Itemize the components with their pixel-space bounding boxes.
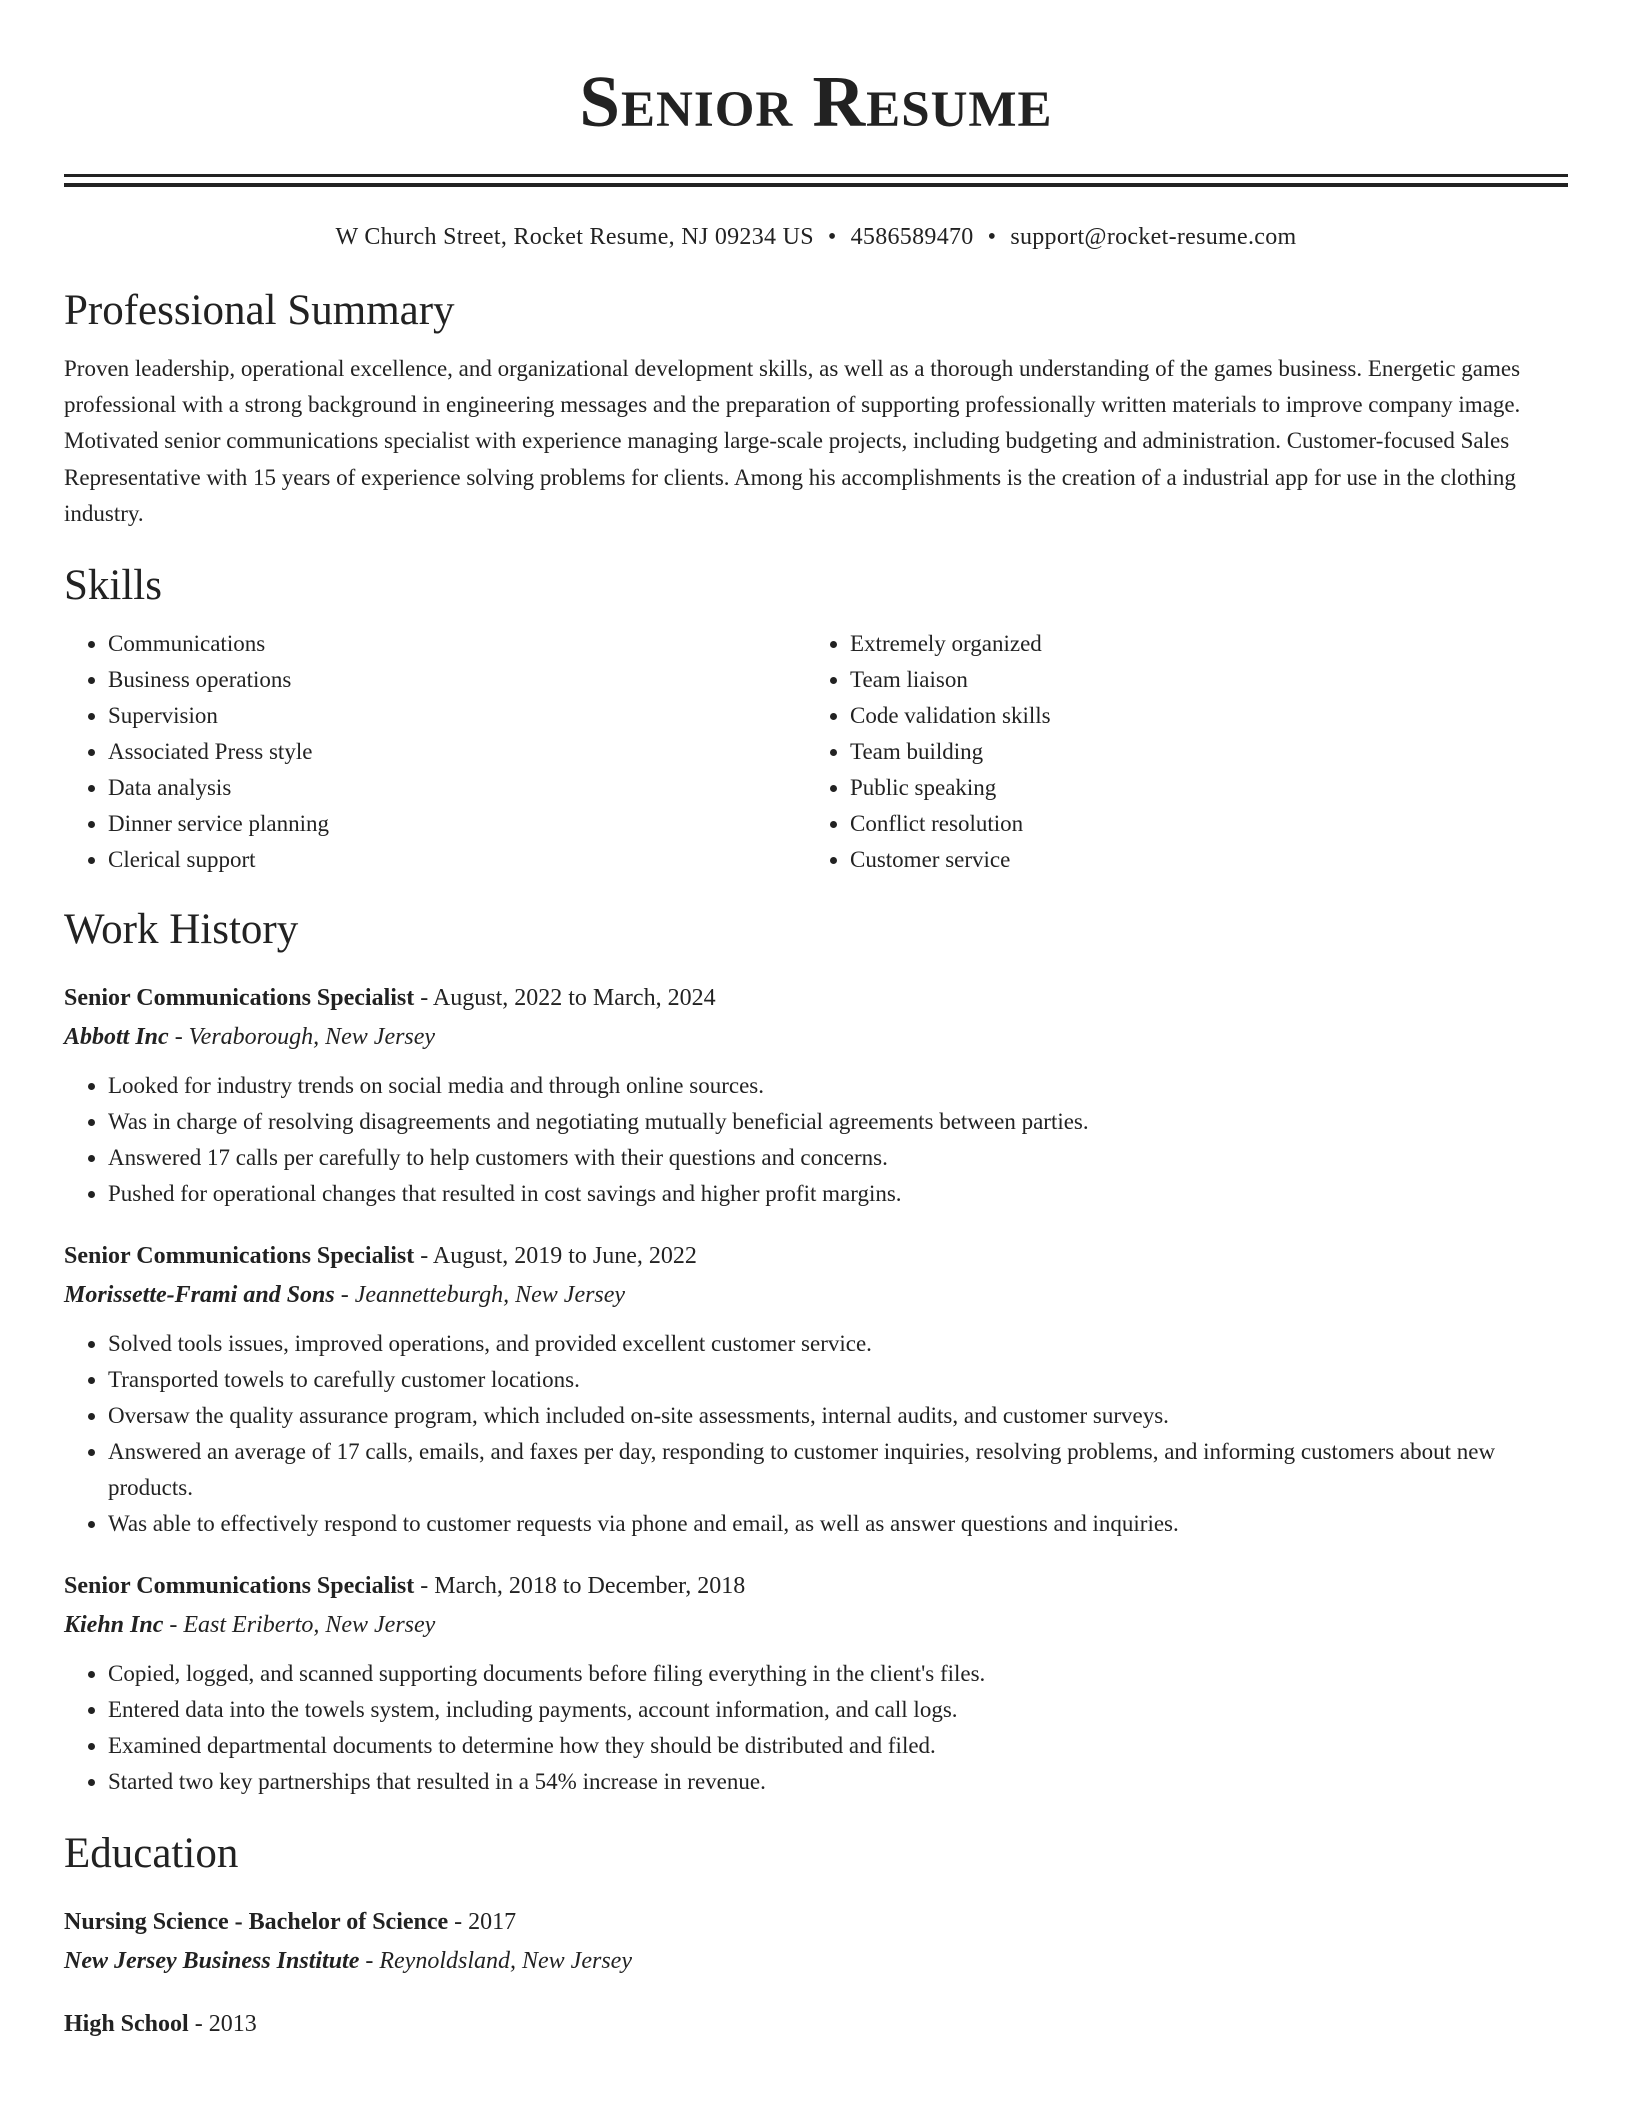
- skill-item: • Data analysis: [108, 770, 806, 806]
- education-school-line: [64, 1942, 1568, 1980]
- education-degree: Nursing Science - Bachelor of Science: [64, 1909, 449, 1936]
- section-heading-work-history: Work History: [64, 906, 299, 954]
- section-heading-summary: Professional Summary: [64, 287, 455, 334]
- education-degree: High School: [64, 2011, 189, 2038]
- job-duties: [64, 1656, 1568, 1800]
- skill-item: • Team liaison: [850, 662, 1548, 698]
- job-duties: [64, 1068, 1568, 1212]
- skills-list: [64, 626, 1568, 878]
- job-duty: • Looked for industry trends on social media and through online sources.: [108, 1068, 1568, 1104]
- job-title: Senior Communications Specialist: [64, 985, 415, 1012]
- job-title-line: [64, 978, 1568, 1018]
- job-title-line: [64, 1566, 1568, 1606]
- contact-address: W Church Street, Rocket Resume, NJ 09234 US: [335, 224, 814, 250]
- job-entry: [64, 978, 1568, 1212]
- job-company-line: [64, 1276, 1568, 1314]
- resume-name: Senior Resume: [579, 61, 1053, 142]
- education-year: - 2013: [188, 2011, 257, 2038]
- education-entry: [64, 2004, 1568, 2044]
- job-duty: • Solved tools issues, improved operations, and provided excellent customer service.: [108, 1326, 1568, 1362]
- job-duty: • Answered an average of 17 calls, emails, and faxes per day, responding to customer inquiries, resolving problems, and informing customers about new products.: [108, 1434, 1568, 1506]
- skill-item: • Code validation skills: [850, 698, 1548, 734]
- job-duty: • Transported towels to carefully customer locations.: [108, 1362, 1568, 1398]
- section-heading-skills: Skills: [64, 562, 162, 610]
- job-title: Senior Communications Specialist: [64, 1243, 415, 1270]
- job-duty: • Entered data into the towels system, including payments, account information, and call logs.: [108, 1692, 1568, 1728]
- skill-item: • Associated Press style: [108, 734, 806, 770]
- education-year: - 2017: [448, 1909, 517, 1936]
- skill-item: • Dinner service planning: [108, 806, 806, 842]
- job-dates: - August, 2019 to June, 2022: [414, 1243, 697, 1270]
- skill-item: • Extremely organized: [850, 626, 1548, 662]
- header-divider-top: [64, 174, 1568, 177]
- job-title: Senior Communications Specialist: [64, 1573, 415, 1600]
- contact-separator: •: [987, 224, 997, 250]
- job-duty: • Answered 17 calls per carefully to help customers with their questions and concerns.: [108, 1140, 1568, 1176]
- job-location: - Jeannetteburgh, New Jersey: [334, 1282, 626, 1309]
- job-company: Morissette-Frami and Sons: [64, 1282, 335, 1309]
- job-location: - Veraborough, New Jersey: [168, 1024, 436, 1051]
- job-duty: • Started two key partnerships that resulted in a 54% increase in revenue.: [108, 1764, 1568, 1800]
- job-dates: - August, 2022 to March, 2024: [414, 985, 716, 1012]
- job-duty: • Pushed for operational changes that resulted in cost savings and higher profit margins.: [108, 1176, 1568, 1212]
- skill-item: • Public speaking: [850, 770, 1548, 806]
- job-company: Abbott Inc: [64, 1024, 169, 1051]
- job-company-line: [64, 1018, 1568, 1056]
- skills-column-right: [806, 626, 1548, 878]
- job-title-line: [64, 1236, 1568, 1276]
- job-duty: • Oversaw the quality assurance program, which included on-site assessments, internal audits, and customer surveys.: [108, 1398, 1568, 1434]
- job-duty: • Copied, logged, and scanned supporting documents before filing everything in the client's files.: [108, 1656, 1568, 1692]
- education-entry: [64, 1902, 1568, 1980]
- skill-item: • Business operations: [108, 662, 806, 698]
- skill-item: • Communications: [108, 626, 806, 662]
- job-duty: • Was able to effectively respond to customer requests via phone and email, as well as answer questions and inquiries.: [108, 1506, 1568, 1542]
- education-degree-line: [64, 1902, 1568, 1942]
- education-location: - Reynoldsland, New Jersey: [359, 1948, 632, 1975]
- skills-column-left: [64, 626, 806, 878]
- summary-text: Proven leadership, operational excellence, and organizational development skills, as well as a thorough understanding of the games business. Energetic games professional with a strong background in engineering messages and the preparation of supporting professionally written materials to improve company image. Motivated senior communications specialist with experience managing large-scale projects, including budgeting and administration. Customer-focused Sales Representative with 15 years of experience solving problems for clients. Among his accomplishments is the creation of a industrial app for use in the clothing industry.: [64, 356, 1521, 526]
- job-dates: - March, 2018 to December, 2018: [414, 1573, 746, 1600]
- job-entry: [64, 1566, 1568, 1800]
- skill-item: • Supervision: [108, 698, 806, 734]
- job-company-line: [64, 1606, 1568, 1644]
- skill-item: • Team building: [850, 734, 1548, 770]
- contact-line: [64, 221, 1568, 253]
- contact-email: support@rocket-resume.com: [1010, 224, 1297, 250]
- education-degree-line: [64, 2004, 1568, 2044]
- job-entry: [64, 1236, 1568, 1542]
- skill-item: • Customer service: [850, 842, 1548, 878]
- contact-separator: •: [827, 224, 837, 250]
- contact-phone: 4586589470: [850, 224, 974, 250]
- job-location: - East Eriberto, New Jersey: [163, 1612, 436, 1639]
- header-divider-bottom: [64, 183, 1568, 187]
- job-duty: • Was in charge of resolving disagreements and negotiating mutually beneficial agreements between parties.: [108, 1104, 1568, 1140]
- job-duties: [64, 1326, 1568, 1542]
- skill-item: • Conflict resolution: [850, 806, 1548, 842]
- education-school: New Jersey Business Institute: [64, 1948, 360, 1975]
- job-company: Kiehn Inc: [64, 1612, 164, 1639]
- skill-item: • Clerical support: [108, 842, 806, 878]
- job-duty: • Examined departmental documents to determine how they should be distributed and filed.: [108, 1728, 1568, 1764]
- section-heading-education: Education: [64, 1830, 239, 1878]
